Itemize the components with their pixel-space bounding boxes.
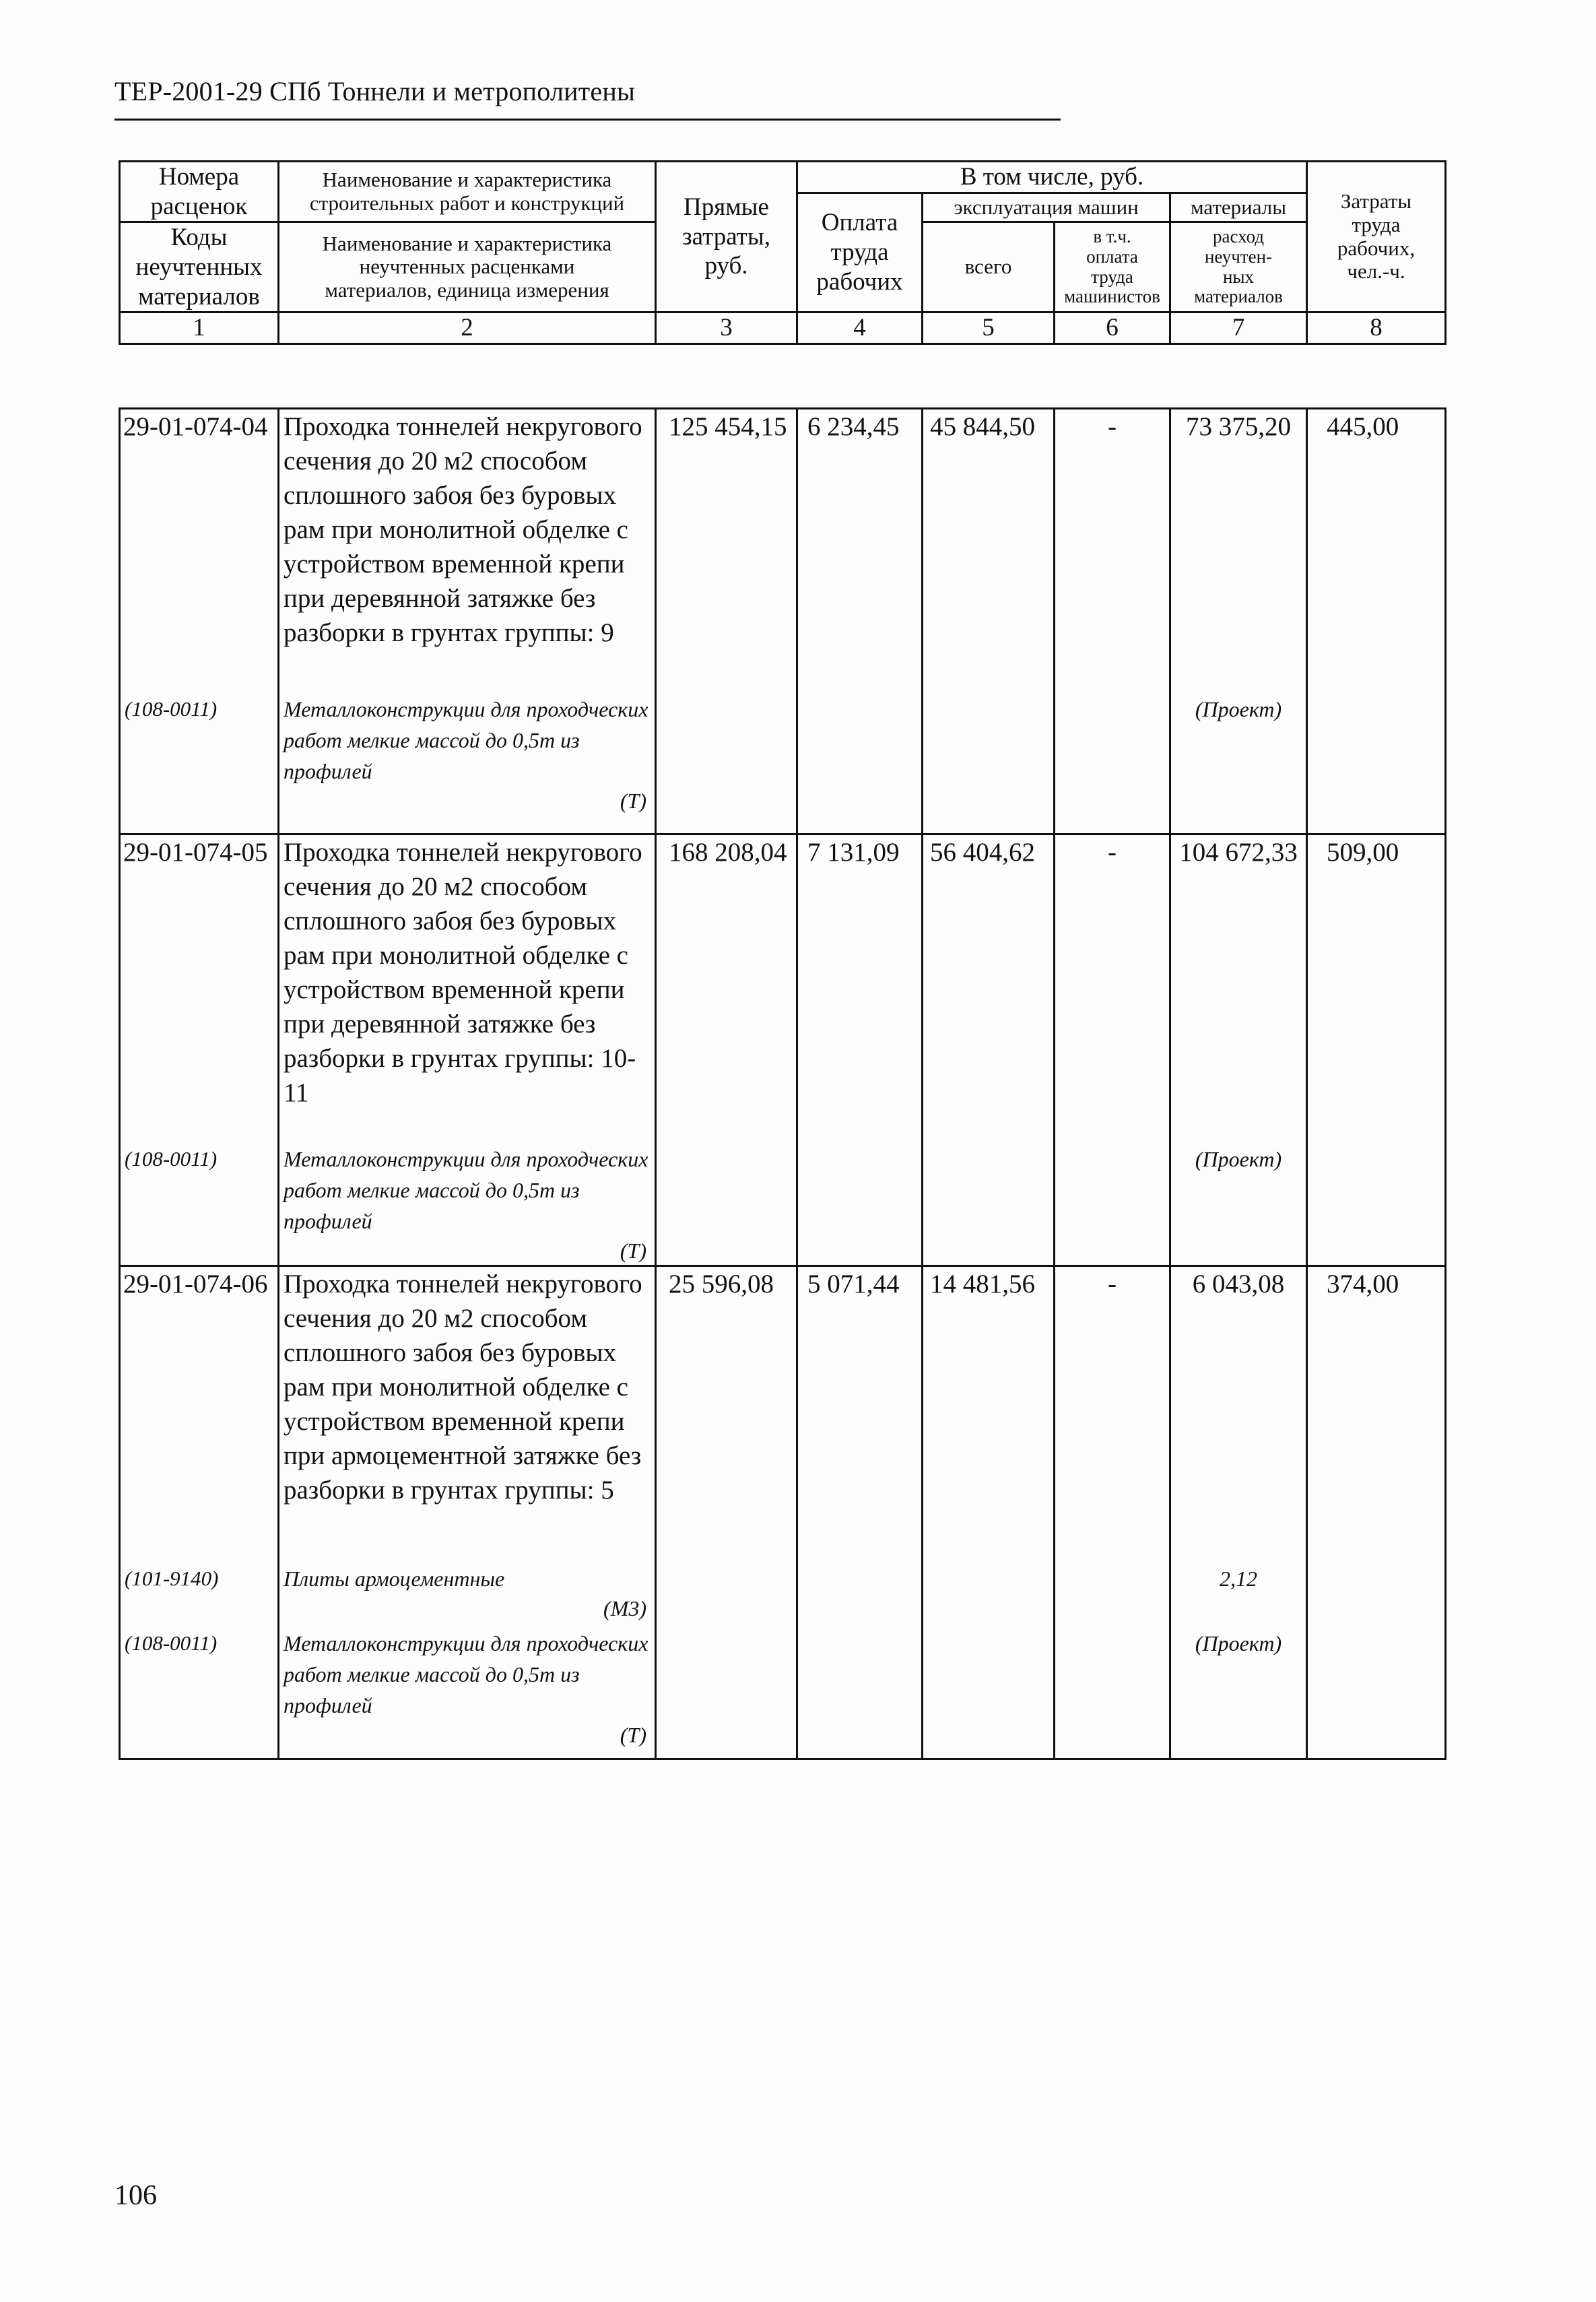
material-unit: (Т)	[620, 1723, 646, 1747]
material-code: (108-0011)	[125, 1147, 218, 1171]
machines-header: эксплуатация машин	[923, 193, 1170, 222]
column-number: 4	[797, 313, 923, 344]
materials-cell	[1170, 1266, 1307, 1759]
material-quantity: (Проект)	[1195, 1631, 1282, 1655]
material-unit: (Т)	[620, 789, 646, 813]
col2-bottom-header: Наименование и характеристика неучтенных расценками материалов, единица измерения	[279, 222, 656, 313]
material-description: Металлоконструкции для проходческих работ мелкие массой до 0,5т из профилей	[284, 1147, 649, 1233]
direct-cost: 25 596,08	[656, 1266, 797, 1759]
column-number: 1	[120, 313, 279, 344]
materials-cell	[1170, 834, 1307, 1266]
column-number: 7	[1170, 313, 1307, 344]
materials-cost: 6 043,08	[1192, 1270, 1285, 1298]
table-row	[120, 1266, 1446, 1759]
col8-header: Затраты труда рабочих, чел.-ч.	[1307, 162, 1446, 313]
labor-hours: 445,00	[1307, 409, 1446, 834]
column-number: 6	[1055, 313, 1170, 344]
rate-code: 29-01-074-06	[123, 1270, 268, 1298]
material-description: Металлоконструкции для проходческих работ мелкие массой до 0,5т из профилей	[284, 697, 649, 783]
rate-code-cell	[120, 834, 279, 1266]
rate-description: Проходка тоннелей некругового сечения до 20 м2 способом сплошного забоя без буровых рам при монолитной обделке с устройством временной крепи при деревянной затяжке без разборки в грунтах группы: 9	[284, 412, 642, 647]
header-rule	[114, 119, 1061, 121]
group-header: В том числе, руб.	[797, 162, 1307, 193]
materials-cell	[1170, 409, 1307, 834]
col5-header: всего	[923, 222, 1055, 313]
material-quantity: 2,12	[1220, 1567, 1257, 1591]
material-quantity: (Проект)	[1195, 1147, 1282, 1171]
machinists-pay: -	[1055, 1266, 1170, 1759]
material-code: (101-9140)	[125, 1567, 219, 1590]
machinists-pay: -	[1055, 834, 1170, 1266]
table-row	[120, 409, 1446, 834]
rate-code-cell	[120, 1266, 279, 1759]
materials-cost: 73 375,20	[1186, 412, 1291, 441]
material-code: (108-0011)	[125, 1631, 218, 1655]
labor-pay: 5 071,44	[797, 1266, 923, 1759]
column-number: 3	[656, 313, 797, 344]
rate-code: 29-01-074-04	[123, 412, 268, 441]
rate-description: Проходка тоннелей некругового сечения до 20 м2 способом сплошного забоя без буровых рам при монолитной обделке с устройством временной крепи при деревянной затяжке без разборки в грунтах группы: 10-11	[284, 838, 642, 1107]
rate-code: 29-01-074-05	[123, 838, 268, 867]
col2-top-header: Наименование и характеристика строительных работ и конструкций	[279, 162, 656, 222]
page-number: 106	[114, 2180, 157, 2211]
col6-header: в т.ч. оплата труда машинистов	[1055, 222, 1170, 313]
materials-header: материалы	[1170, 193, 1307, 222]
machines-total: 14 481,56	[923, 1266, 1055, 1759]
description-cell	[279, 834, 656, 1266]
labor-hours: 509,00	[1307, 834, 1446, 1266]
machinists-pay: -	[1055, 409, 1170, 834]
direct-cost: 168 208,04	[656, 834, 797, 1266]
material-unit: (Т)	[620, 1239, 646, 1263]
labor-pay: 7 131,09	[797, 834, 923, 1266]
materials-cost: 104 672,33	[1179, 838, 1298, 867]
col4-header: Оплата труда рабочих	[797, 193, 923, 313]
machines-total: 56 404,62	[923, 834, 1055, 1266]
column-number: 8	[1307, 313, 1446, 344]
col1-bottom-header: Коды неучтенных материалов	[120, 222, 279, 313]
description-cell	[279, 1266, 656, 1759]
col1-top-header: Номера расценок	[120, 162, 279, 222]
material-code: (108-0011)	[125, 697, 218, 721]
labor-hours: 374,00	[1307, 1266, 1446, 1759]
table-header	[119, 160, 1447, 345]
rates-table	[119, 407, 1447, 1760]
col7-header: расход неучтен- ных материалов	[1170, 222, 1307, 313]
page-title: ТЕР-2001-29 СПб Тоннели и метрополитены	[114, 76, 636, 106]
machines-total: 45 844,50	[923, 409, 1055, 834]
material-description: Металлоконструкции для проходческих работ мелкие массой до 0,5т из профилей	[284, 1631, 649, 1717]
labor-pay: 6 234,45	[797, 409, 923, 834]
direct-cost: 125 454,15	[656, 409, 797, 834]
rate-code-cell	[120, 409, 279, 834]
column-number: 5	[923, 313, 1055, 344]
rate-description: Проходка тоннелей некругового сечения до 20 м2 способом сплошного забоя без буровых рам при монолитной обделке с устройством временной крепи при армоцементной затяжке без разборки в грунтах группы: 5	[284, 1270, 642, 1505]
table-row	[120, 834, 1446, 1266]
material-quantity: (Проект)	[1195, 697, 1282, 721]
col3-header: Прямые затраты, руб.	[656, 162, 797, 313]
column-number: 2	[279, 313, 656, 344]
material-description: Плиты армоцементные	[284, 1567, 505, 1591]
description-cell	[279, 409, 656, 834]
material-unit: (М3)	[603, 1596, 646, 1620]
